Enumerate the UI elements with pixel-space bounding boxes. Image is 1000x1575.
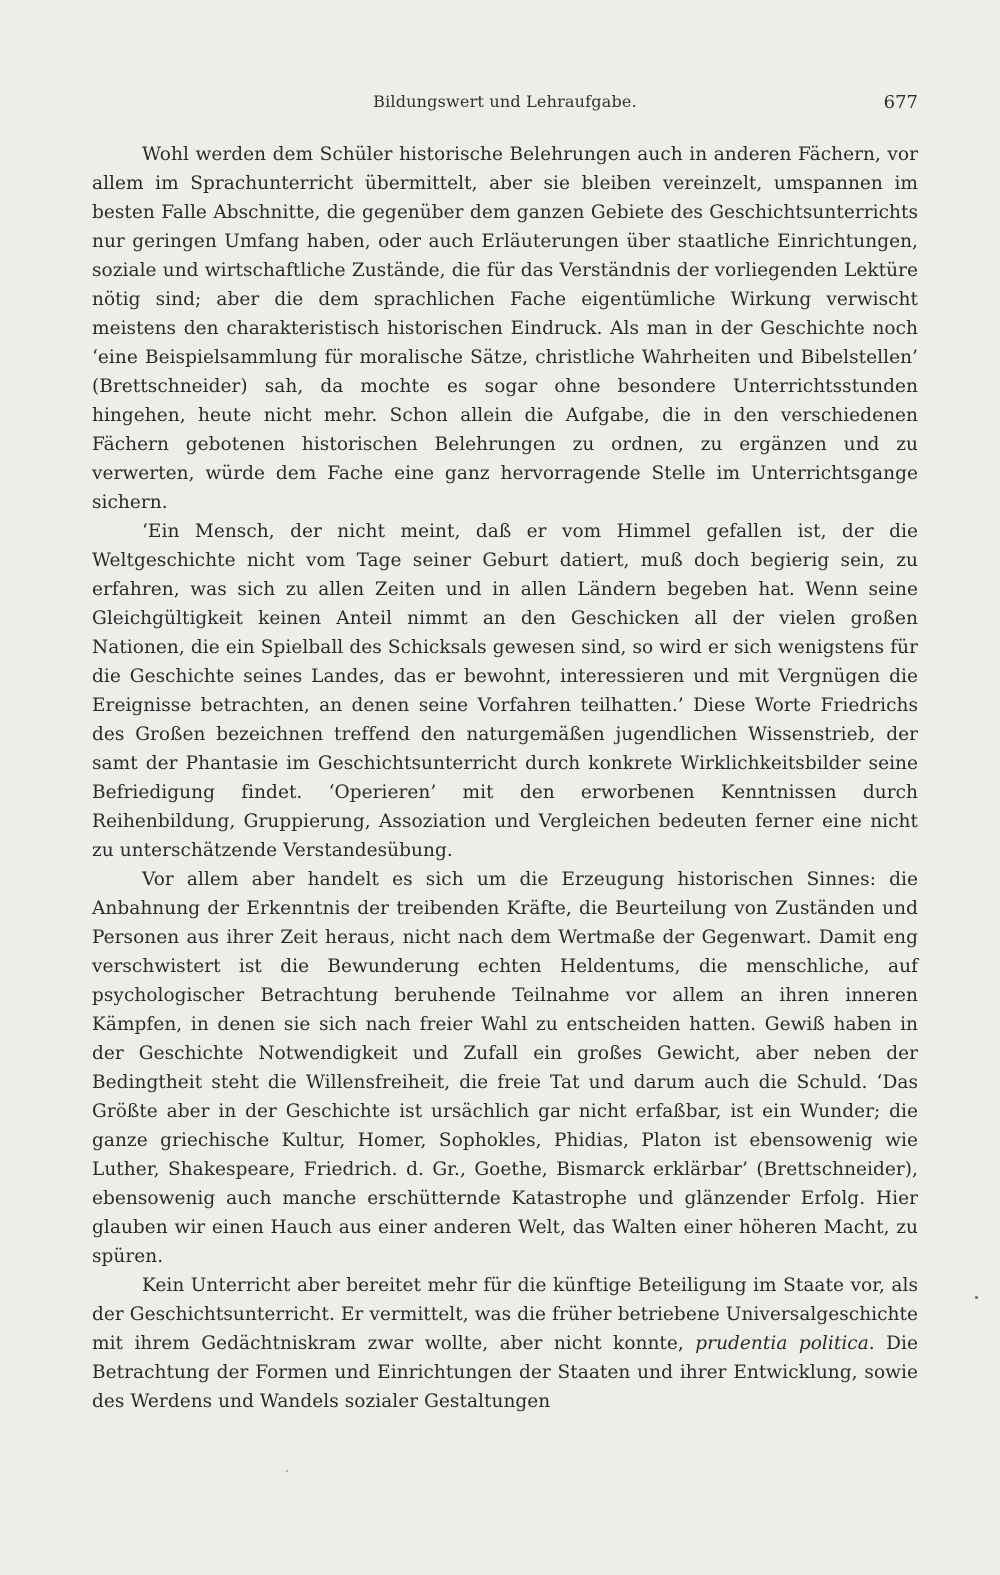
paragraph-4-start: Kein Unterricht aber bereitet mehr für die künftige Beteiligung im Staate vor, als der Geschichtsunterricht. Er vermittelt, was die früher betriebene Universalgeschichte mit ihrem Gedächtniskram zwar wollte, aber nicht konnte, <box>92 1275 918 1354</box>
page-number: 677 <box>883 92 918 113</box>
paragraph-3: Vor allem aber handelt es sich um die Erzeugung historischen Sinnes: die Anbahnung der Erkenntnis der treibenden Kräfte, die Beurteilung von Zuständen und Personen aus ihrer Zeit heraus, nicht nach dem Wertmaße der Gegenwart. Damit eng verschwistert ist die Bewunderung echten Heldentums, die menschliche, auf psychologischer Betrachtung beruhende Teilnahme vor allem an ihren inneren Kämpfen, in denen sie sich nach freier Wahl zu entscheiden hatten. Gewiß haben in der Geschichte Notwendigkeit und Zufall ein großes Gewicht, aber neben der Bedingtheit steht die Willensfreiheit, die freie Tat und darum auch die Schuld. ‘Das Größte aber in der Geschichte ist ursächlich gar nicht erfaßbar, ist ein Wunder; die ganze griechische Kultur, Homer, Sophokles, Phidias, Platon ist ebensowenig wie Luther, Shakespeare, Friedrich. d. Gr., Goethe, Bismarck erklärbar’ (Brettschneider), ebensowenig auch manche erschütternde Katastrophe und glänzender Erfolg. Hier glauben wir einen Hauch aus einer anderen Welt, das Walten einer höheren Macht, zu spüren. <box>92 869 918 1267</box>
paper-speck <box>975 1296 978 1299</box>
paragraph-2: ‘Ein Mensch, der nicht meint, daß er vom Himmel gefallen ist, der die Weltgeschichte nicht vom Tage seiner Geburt datiert, muß doch begierig sein, zu erfahren, was sich zu allen Zeiten und in allen Ländern begeben hat. Wenn seine Gleichgültigkeit keinen Anteil nimmt an den Geschicken all der vielen großen Nationen, die ein Spielball des Schicksals gewesen sind, so wird er sich wenigstens für die Geschichte seines Landes, das er bewohnt, interessieren und mit Vergnügen die Ereignisse betrachten, an denen seine Vorfahren teilhatten.’ Diese Worte Friedrichs des Großen bezeichnen treffend den naturgemäßen jugendlichen Wissenstrieb, der samt der Phantasie im Geschichtsunterricht durch konkrete Wirklichkeitsbilder seine Befriedigung findet. ‘Operieren’ mit den erworbenen Kenntnissen durch Reihenbildung, Gruppierung, Assoziation und Vergleichen bedeuten ferner eine nicht zu unterschätzende Verstandesübung. <box>92 521 918 861</box>
paragraph-4 <box>92 1271 918 1416</box>
body-text <box>92 140 918 1416</box>
paper-speck <box>286 1470 288 1472</box>
paragraph-4-end: . Die Betrachtung der Formen und Einrichtungen der Staaten und ihrer Entwicklung, sowie des Werdens und Wandels sozialer Gestaltungen <box>92 1333 918 1412</box>
running-title: Bildungswert und Lehraufgabe. <box>373 92 637 111</box>
paragraph-4-italic: prudentia politica <box>695 1333 869 1354</box>
paragraph-1: Wohl werden dem Schüler historische Belehrungen auch in anderen Fächern, vor allem im Sprachunterricht übermittelt, aber sie bleiben vereinzelt, umspannen im besten Falle Abschnitte, die gegenüber dem ganzen Gebiete des Geschichtsunterrichts nur geringen Umfang haben, oder auch Erläuterungen über staatliche Einrichtungen, soziale und wirtschaftliche Zustände, die für das Verständnis der vorliegenden Lektüre nötig sind; aber die dem sprachlichen Fache eigentümliche Wirkung verwischt meistens den charakteristisch historischen Eindruck. Als man in der Geschichte noch ‘eine Beispielsammlung für moralische Sätze, christliche Wahrheiten und Bibelstellen’ (Brettschneider) sah, da mochte es sogar ohne besondere Unterrichtsstunden hingehen, heute nicht mehr. Schon allein die Aufgabe, die in den verschiedenen Fächern gebotenen historischen Belehrungen zu ordnen, zu ergänzen und zu verwerten, würde dem Fache eine ganz hervorragende Stelle im Unterrichtsgange sichern. <box>92 144 918 513</box>
page-header <box>92 92 918 122</box>
